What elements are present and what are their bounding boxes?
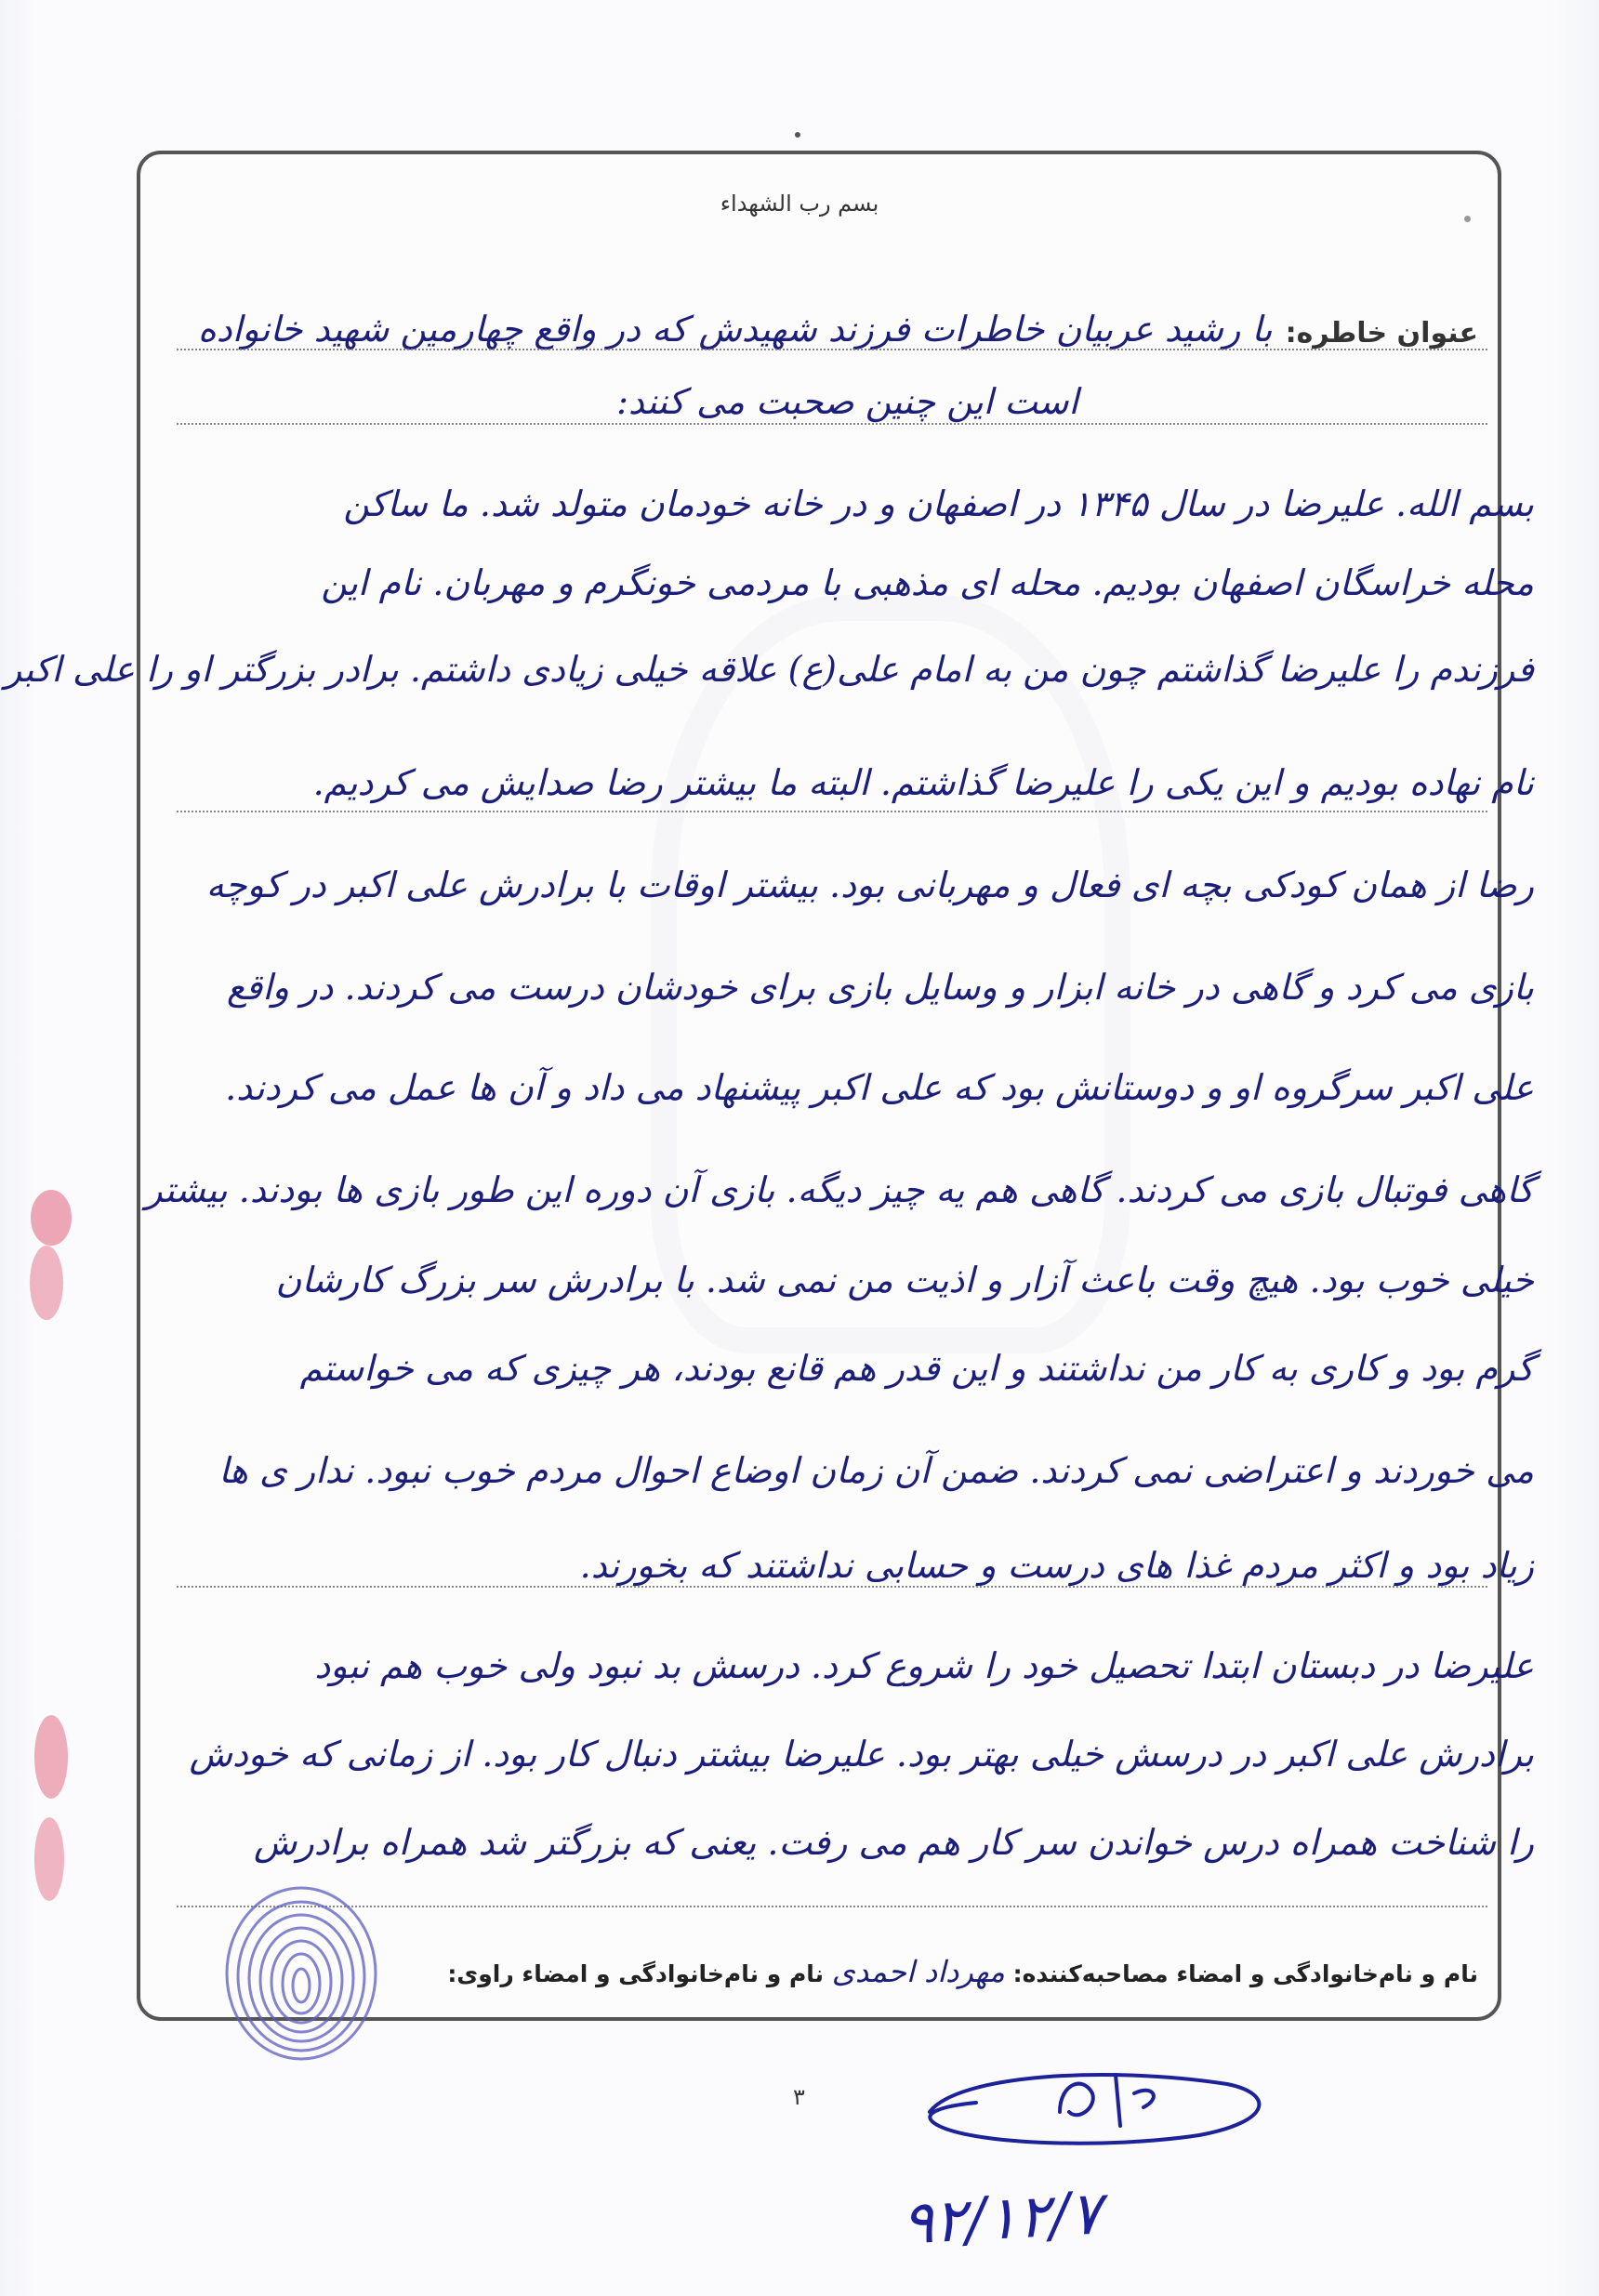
handwritten-line: برادرش علی اکبر در درسش خیلی بهتر بود. علیرضا بیشتر دنبال کار بود. از زمانی که خودش bbox=[189, 1734, 1534, 1775]
ruled-line bbox=[177, 423, 1487, 425]
handwritten-line: گاهی فوتبال بازی می کردند. گاهی هم یه چیز دیگه. بازی آن دوره این طور بازی ها بودند. بیشتر bbox=[145, 1169, 1534, 1210]
narrator-label: نام و نام‌خانوادگی و امضاء راوی: bbox=[447, 1960, 825, 1987]
handwritten-line: زیاد بود و اکثر مردم غذا های درست و حسابی نداشتند که بخورند. bbox=[579, 1545, 1534, 1586]
ruled-line bbox=[177, 1586, 1487, 1588]
handwritten-line: خیلی خوب بود. هیچ وقت باعث آزار و اذیت من نمی شد. با برادرش سر بزرگ کارشان bbox=[275, 1260, 1534, 1300]
interviewer-label: نام و نام‌خانوادگی و امضاء مصاحبه‌کننده: bbox=[1012, 1960, 1478, 1987]
punch-mark bbox=[795, 132, 800, 138]
handwritten-line: علی اکبر سرگروه او و دوستانش بود که علی اکبر پیشنهاد می داد و آن ها عمل می کردند. bbox=[225, 1067, 1534, 1108]
handwritten-line: بسم الله. علیرضا در سال ۱۳۴۵ در اصفهان و در خانه خودمان متولد شد. ما ساکن bbox=[343, 483, 1534, 524]
handwritten-line: محله خراسگان اصفهان بودیم. محله ای مذهبی با مردمی خونگرم و مهربان. نام این bbox=[321, 562, 1534, 603]
handwritten-line: نام نهاده بودیم و این یکی را علیرضا گذاشتم. البته ما بیشتر رضا صدایش می کردیم. bbox=[312, 762, 1534, 803]
interviewer-name: مهرداد احمدی bbox=[831, 1954, 1005, 1989]
handwritten-line: فرزندم را علیرضا گذاشتم چون من به امام علی(ع) علاقه خیلی زیادی داشتم. برادر بزرگتر او را علی اکبر bbox=[4, 649, 1534, 690]
handwritten-line: گرم بود و کاری به کار من نداشتند و این قدر هم قانع بودند، هر چیزی که می خواستم bbox=[299, 1348, 1534, 1389]
handwritten-line: می خوردند و اعتراضی نمی کردند. ضمن آن زمان اوضاع احوال مردم خوب نبود. ندار ی ها bbox=[218, 1450, 1534, 1491]
fingerprint-stamp bbox=[208, 1876, 394, 2071]
signature bbox=[920, 2056, 1283, 2158]
handwritten-line: بازی می کرد و گاهی در خانه ابزار و وسایل بازی برای خودشان درست می کردند. در واقع bbox=[226, 967, 1534, 1008]
document-header: بسم رب الشهداء bbox=[720, 191, 879, 217]
page-number: ۳ bbox=[793, 2084, 805, 2110]
title-text: با رشید عربیان خاطرات فرزند شهیدش که در واقع چهارمین شهید خانواده bbox=[197, 309, 1273, 350]
handwritten-line: را شناخت همراه درس خواندن سر کار هم می رفت. یعنی که بزرگتر شد همراه برادرش bbox=[254, 1822, 1534, 1863]
handwritten-line: رضا از همان کودکی بچه ای فعال و مهربانی بود. بیشتر اوقات با برادرش علی اکبر در کوچه bbox=[205, 864, 1534, 905]
handwritten-date: ۹۲/۱۲/۷ bbox=[900, 2179, 1103, 2259]
title-label: عنوان خاطره: bbox=[1285, 317, 1478, 350]
title-line bbox=[167, 275, 1478, 350]
signature-footer bbox=[353, 1954, 1478, 1989]
handwritten-line: علیرضا در دبستان ابتدا تحصیل خود را شروع کرد. درسش بد نبود ولی خوب هم نبود bbox=[314, 1645, 1534, 1686]
title-continuation: است این چنین صحبت می کنند: bbox=[616, 381, 1078, 422]
ruled-line bbox=[177, 349, 1487, 350]
ruled-line bbox=[177, 811, 1487, 812]
